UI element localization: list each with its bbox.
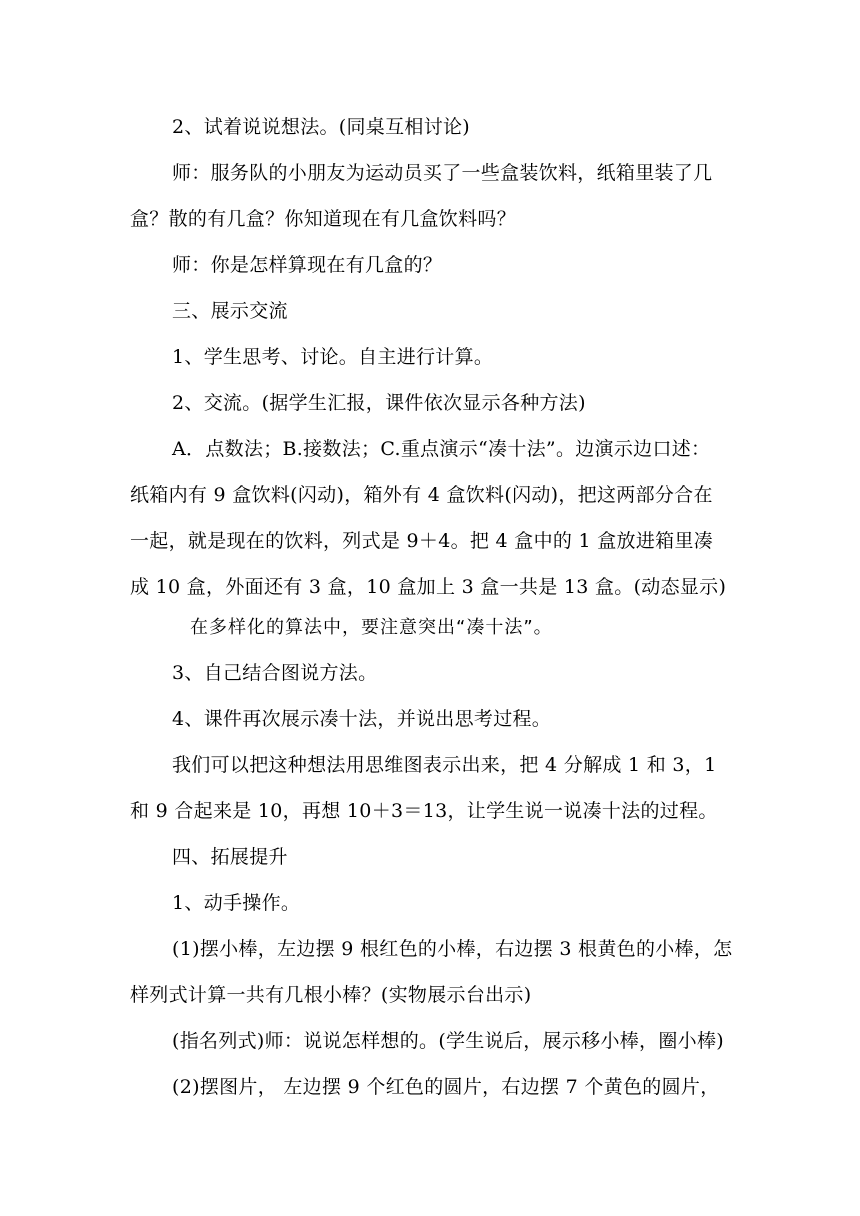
paragraph-line: 1、动手操作。	[172, 892, 301, 914]
paragraph-line: 2、交流。(据学生汇报，课件依次显示各种方法)	[172, 392, 586, 414]
paragraph-line: 师：服务队的小朋友为运动员买了一些盒装饮料，纸箱里装了几	[172, 162, 713, 184]
paragraph-line: 盒？散的有几盒？你知道现在有几盒饮料吗？	[130, 208, 517, 230]
paragraph-line: 师：你是怎样算现在有几盒的？	[172, 254, 443, 276]
paragraph-line: 纸箱内有 9 盒饮料(闪动)，箱外有 4 盒饮料(闪动)，把这两部分合在	[130, 484, 713, 506]
paragraph-line: (1)摆小棒，左边摆 9 根红色的小棒，右边摆 3 根黄色的小棒，怎	[172, 938, 733, 960]
paragraph-line: 3、自己结合图说方法。	[172, 662, 378, 684]
paragraph-line: 4、课件再次展示凑十法，并说出思考过程。	[172, 708, 552, 730]
teaching-note: 在多样化的算法中，要注意突出“凑十法”。	[190, 617, 553, 638]
paragraph-line: 成 10 盒，外面还有 3 盒，10 盒加上 3 盒一共是 13 盒。(动态显示)	[130, 576, 727, 598]
paragraph-line: (2)摆图片， 左边摆 9 个红色的圆片，右边摆 7 个黄色的圆片，	[172, 1076, 720, 1098]
paragraph-line: (指名列式)师：说说怎样想的。(学生说后，展示移小棒，圈小棒)	[172, 1030, 724, 1052]
paragraph-line: 1、学生思考、讨论。自主进行计算。	[172, 346, 494, 368]
paragraph-line: 一起，就是现在的饮料，列式是 9＋4。把 4 盒中的 1 盒放进箱里凑	[130, 530, 714, 552]
section-heading: 三、展示交流	[172, 300, 288, 322]
paragraph-line: 2、试着说说想法。(同桌互相讨论)	[172, 116, 471, 138]
paragraph-line: 和 9 合起来是 10，再想 10＋3＝13，让学生说一说凑十法的过程。	[130, 800, 718, 822]
paragraph-line: 样列式计算一共有几根小棒？(实物展示台出示)	[130, 984, 532, 1006]
section-heading: 四、拓展提升	[172, 846, 288, 868]
paragraph-line: 我们可以把这种想法用思维图表示出来，把 4 分解成 1 和 3，1	[172, 754, 717, 776]
paragraph-line: A．点数法；B.接数法；C.重点演示“凑十法”。边演示边口述：	[172, 438, 711, 460]
